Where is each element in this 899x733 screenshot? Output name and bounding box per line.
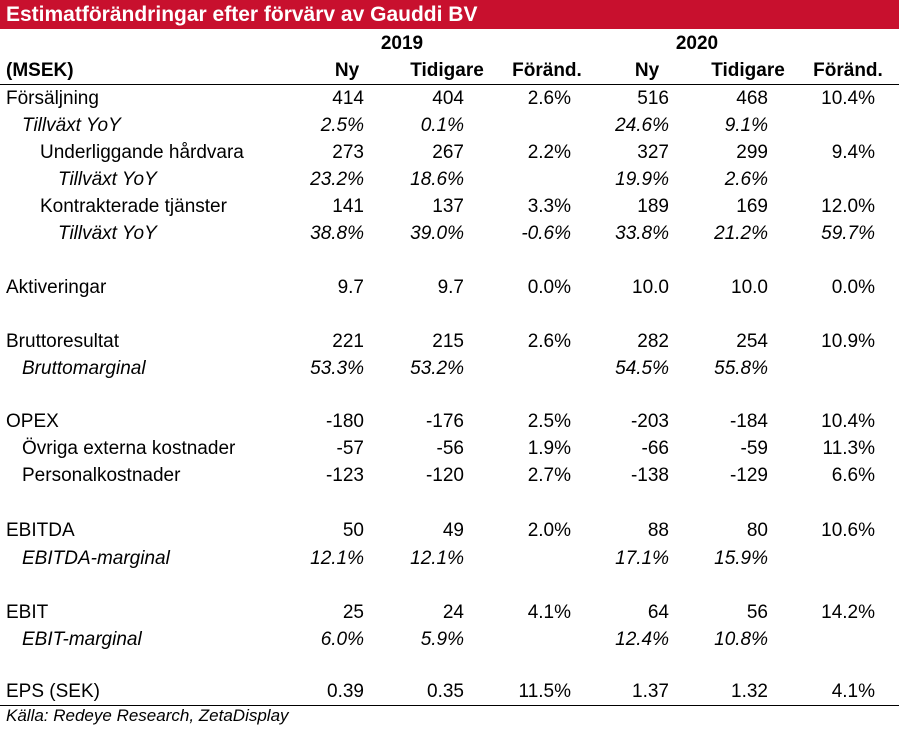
row-label: EBITDA-marginal (22, 548, 170, 569)
cell-2020-tidigare: 56 (746, 602, 768, 623)
header-years-row (0, 30, 899, 57)
cell-2019-tidigare: 53.2% (410, 358, 464, 379)
cell-2020-tidigare: -184 (729, 411, 768, 432)
unit-label: (MSEK) (6, 60, 74, 81)
table-row (0, 112, 899, 139)
cell-2020-tidigare: 468 (736, 88, 768, 109)
cell-2020-tidigare: 80 (746, 520, 768, 541)
cell-2019-forand: 2.2% (527, 142, 571, 163)
cell-2020-forand: 10.6% (821, 520, 875, 541)
table-row (0, 462, 899, 489)
cell-2020-forand: 11.3% (822, 438, 875, 459)
row-label: EBIT-marginal (22, 629, 142, 650)
row-label: Bruttomarginal (22, 358, 146, 379)
col-2019-tidigare: Tidigare (410, 60, 484, 81)
row-label: Tillväxt YoY (58, 169, 157, 190)
year-2019: 2019 (380, 33, 424, 54)
cell-2019-forand: -0.6% (521, 223, 571, 244)
cell-2019-ny: 9.7 (337, 277, 364, 298)
header-columns-row (0, 57, 899, 84)
cell-2019-tidigare: 24 (442, 602, 464, 623)
cell-2020-ny: 88 (647, 520, 669, 541)
cell-2020-forand: 12.0% (821, 196, 875, 217)
row-label: Underliggande hårdvara (40, 142, 244, 163)
cell-2019-tidigare: 0.1% (420, 115, 464, 136)
table-row (0, 139, 899, 166)
cell-2019-tidigare: 18.6% (410, 169, 464, 190)
cell-2020-tidigare: 254 (736, 331, 768, 352)
cell-2020-tidigare: 2.6% (724, 169, 768, 190)
table-title: Estimatförändringar efter förvärv av Gauddi BV (0, 0, 899, 29)
cell-2019-forand: 2.5% (527, 411, 571, 432)
cell-2020-tidigare: 55.8% (714, 358, 768, 379)
cell-2019-forand: 11.5% (518, 681, 571, 702)
col-2019-ny: Ny (334, 60, 360, 81)
cell-2019-ny: 414 (332, 88, 364, 109)
cell-2019-tidigare: 267 (432, 142, 464, 163)
cell-2020-tidigare: -59 (740, 438, 768, 459)
cell-2019-ny: -180 (325, 411, 364, 432)
cell-2020-forand: 10.4% (821, 411, 875, 432)
row-label: Tillväxt YoY (22, 115, 121, 136)
cell-2019-tidigare: 0.35 (427, 681, 464, 702)
cell-2019-tidigare: -120 (425, 465, 464, 486)
cell-2020-ny: 327 (637, 142, 669, 163)
cell-2020-forand: 59.7% (821, 223, 875, 244)
cell-2019-forand: 1.9% (527, 438, 571, 459)
source-note: Källa: Redeye Research, ZetaDisplay (6, 706, 289, 725)
cell-2020-forand: 10.9% (821, 331, 875, 352)
row-label: Bruttoresultat (6, 331, 119, 352)
cell-2019-tidigare: 137 (432, 196, 464, 217)
row-label: Tillväxt YoY (58, 223, 157, 244)
cell-2019-ny: 38.8% (310, 223, 364, 244)
cell-2020-tidigare: 15.9% (714, 548, 768, 569)
col-2020-ny: Ny (634, 60, 660, 81)
cell-2019-forand: 2.6% (527, 331, 571, 352)
cell-2020-ny: 19.9% (615, 169, 669, 190)
cell-2020-ny: 33.8% (615, 223, 669, 244)
row-label: Personalkostnader (22, 465, 181, 486)
cell-2020-forand: 4.1% (831, 681, 875, 702)
cell-2019-tidigare: 5.9% (420, 629, 464, 650)
cell-2019-tidigare: 49 (442, 520, 464, 541)
cell-2019-ny: 141 (332, 196, 364, 217)
cell-2019-ny: 0.39 (327, 681, 364, 702)
table-row (0, 545, 899, 572)
cell-2020-forand: 10.4% (821, 88, 875, 109)
col-2020-tidigare: Tidigare (711, 60, 785, 81)
cell-2020-tidigare: 169 (736, 196, 768, 217)
row-label: Försäljning (6, 88, 99, 109)
cell-2020-tidigare: 21.2% (714, 223, 768, 244)
cell-2019-ny: 53.3% (310, 358, 364, 379)
cell-2020-tidigare: -129 (729, 465, 768, 486)
row-label: EBIT (6, 602, 49, 623)
table-row (0, 435, 899, 462)
cell-2020-ny: 54.5% (615, 358, 669, 379)
cell-2019-tidigare: 215 (432, 331, 464, 352)
cell-2020-ny: 10.0 (632, 277, 669, 298)
row-label: EPS (SEK) (6, 681, 100, 702)
cell-2019-forand: 0.0% (527, 277, 571, 298)
table-row (0, 355, 899, 382)
cell-2020-ny: 1.37 (632, 681, 669, 702)
table-row (0, 220, 899, 247)
cell-2020-ny: -138 (630, 465, 669, 486)
cell-2020-forand: 6.6% (831, 465, 875, 486)
cell-2020-tidigare: 299 (736, 142, 768, 163)
cell-2020-ny: 24.6% (615, 115, 669, 136)
cell-2019-forand: 2.7% (527, 465, 571, 486)
cell-2019-ny: 273 (332, 142, 364, 163)
table-row (0, 193, 899, 220)
cell-2019-tidigare: -176 (425, 411, 464, 432)
cell-2020-tidigare: 1.32 (731, 681, 768, 702)
col-2020-forand: Föränd. (813, 60, 883, 81)
table-row (0, 166, 899, 193)
cell-2019-ny: 2.5% (320, 115, 364, 136)
cell-2020-forand: 9.4% (831, 142, 875, 163)
cell-2020-forand: 14.2% (821, 602, 875, 623)
cell-2020-tidigare: 10.0 (731, 277, 768, 298)
row-label: EBITDA (6, 520, 75, 541)
row-label: Aktiveringar (6, 277, 107, 298)
cell-2020-ny: 189 (637, 196, 669, 217)
cell-2019-forand: 4.1% (527, 602, 571, 623)
cell-2020-forand: 0.0% (831, 277, 875, 298)
cell-2019-ny: 12.1% (310, 548, 364, 569)
col-2019-forand: Föränd. (512, 60, 582, 81)
cell-2019-ny: 25 (342, 602, 364, 623)
row-label: Övriga externa kostnader (22, 438, 236, 459)
cell-2019-ny: -123 (325, 465, 364, 486)
cell-2019-tidigare: 12.1% (410, 548, 464, 569)
cell-2019-forand: 3.3% (527, 196, 571, 217)
cell-2020-ny: 64 (647, 602, 669, 623)
table-row (0, 408, 899, 435)
table-row (0, 274, 899, 301)
cell-2019-ny: -57 (336, 438, 364, 459)
cell-2019-forand: 2.6% (527, 88, 571, 109)
cell-2020-ny: -203 (630, 411, 669, 432)
cell-2019-ny: 23.2% (310, 169, 364, 190)
cell-2019-forand: 2.0% (527, 520, 571, 541)
row-label: OPEX (6, 411, 59, 432)
cell-2020-ny: 17.1% (615, 548, 669, 569)
cell-2020-ny: 282 (637, 331, 669, 352)
cell-2019-tidigare: -56 (436, 438, 464, 459)
year-2020: 2020 (675, 33, 719, 54)
cell-2019-ny: 6.0% (320, 629, 364, 650)
table-row (0, 626, 899, 653)
cell-2020-ny: 516 (637, 88, 669, 109)
cell-2019-tidigare: 39.0% (410, 223, 464, 244)
cell-2020-tidigare: 10.8% (714, 629, 768, 650)
cell-2019-ny: 50 (342, 520, 364, 541)
table-row (0, 678, 899, 705)
table-row (0, 599, 899, 626)
table-row (0, 517, 899, 544)
cell-2020-tidigare: 9.1% (724, 115, 768, 136)
cell-2019-tidigare: 9.7 (437, 277, 464, 298)
table-row (0, 328, 899, 355)
cell-2019-tidigare: 404 (432, 88, 464, 109)
row-label: Kontrakterade tjänster (40, 196, 227, 217)
cell-2020-ny: 12.4% (615, 629, 669, 650)
cell-2020-ny: -66 (641, 438, 669, 459)
table-row (0, 85, 899, 112)
cell-2019-ny: 221 (332, 331, 364, 352)
